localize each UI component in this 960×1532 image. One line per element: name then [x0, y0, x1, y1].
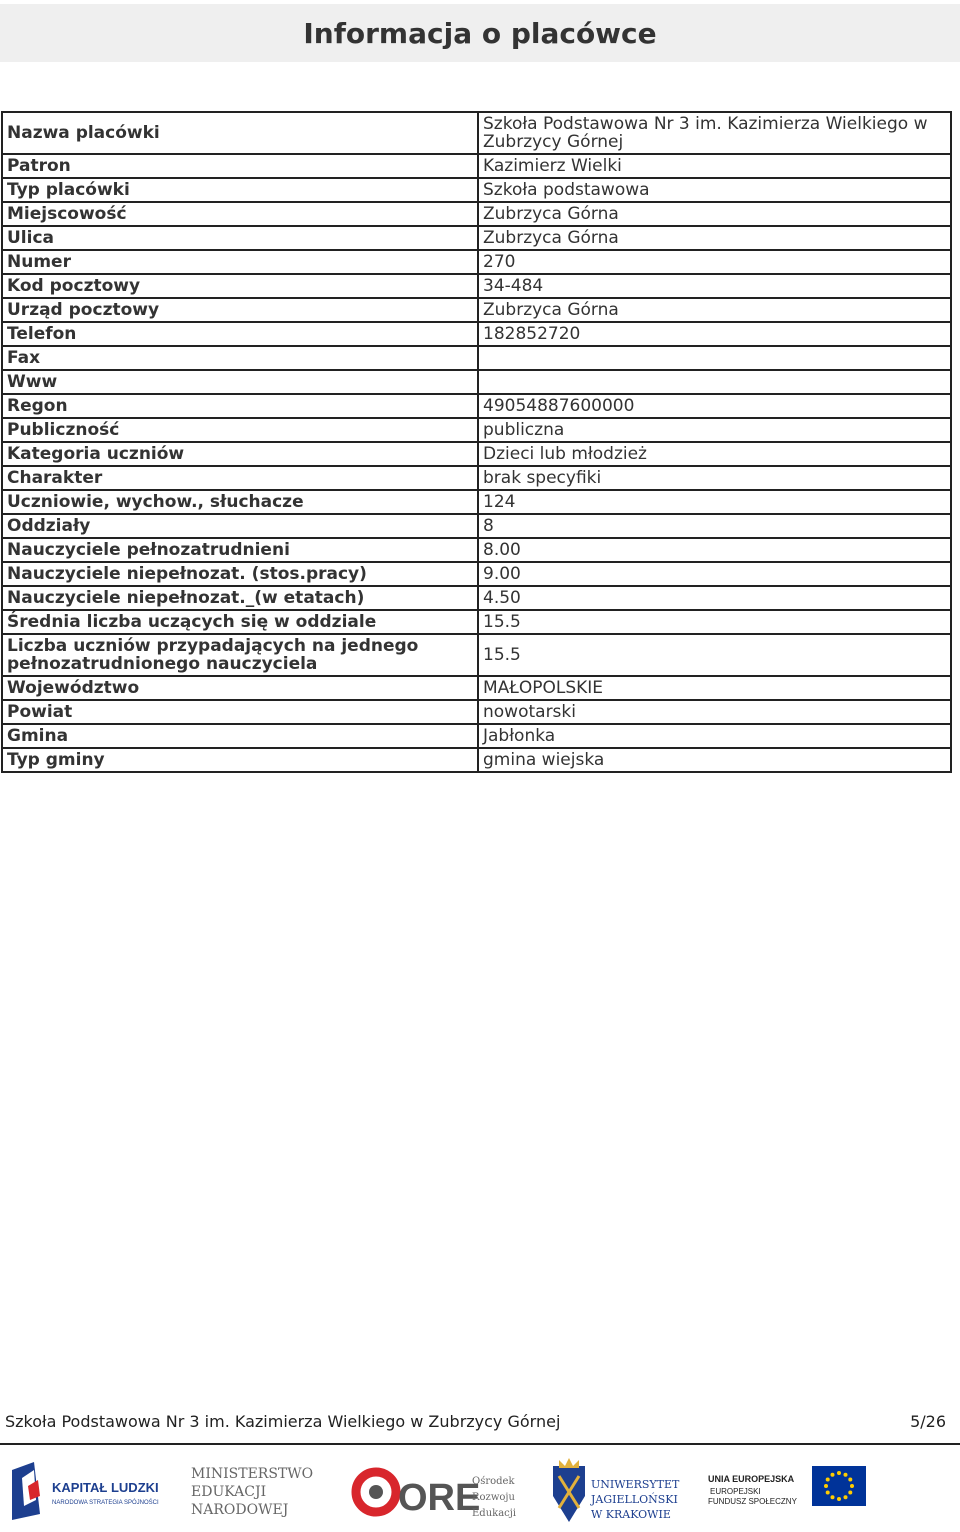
eu-star	[831, 1473, 835, 1477]
row-value: publiczna	[478, 418, 951, 442]
row-value: MAŁOPOLSKIE	[478, 676, 951, 700]
row-value: Dzieci lub młodzież	[478, 442, 951, 466]
table-row	[2, 748, 951, 772]
table-row	[2, 490, 951, 514]
school-info-table	[1, 111, 952, 773]
row-value: 9.00	[478, 562, 951, 586]
row-label: Miejscowość	[2, 202, 478, 226]
table-row	[2, 562, 951, 586]
table-row	[2, 154, 951, 178]
eu-logo	[700, 1456, 875, 1526]
ore-line2: Rozwoju	[472, 1492, 515, 1503]
eu-line3: FUNDUSZ SPOŁECZNY	[708, 1497, 797, 1506]
row-value: Szkoła Podstawowa Nr 3 im. Kazimierza Wielkiego w Zubrzycy Górnej	[478, 112, 951, 154]
row-value: 8.00	[478, 538, 951, 562]
row-label: Numer	[2, 250, 478, 274]
row-label: Powiat	[2, 700, 478, 724]
men-line2: EDUKACJI	[191, 1484, 267, 1500]
footer-page-number: 5/26	[910, 1411, 946, 1431]
row-value: 15.5	[478, 610, 951, 634]
row-label: Gmina	[2, 724, 478, 748]
row-value: Zubrzyca Górna	[478, 298, 951, 322]
uj-logo	[545, 1456, 690, 1526]
row-label: Uczniowie, wychow., słuchacze	[2, 490, 478, 514]
row-label: Nauczyciele pełnozatrudnieni	[2, 538, 478, 562]
eu-star	[824, 1484, 828, 1488]
row-value: 15.5	[478, 634, 951, 676]
ore-line3: Edukacji	[472, 1508, 517, 1519]
row-value: 270	[478, 250, 951, 274]
row-label: Nauczyciele niepełnozat. (stos.pracy)	[2, 562, 478, 586]
row-label: Ulica	[2, 226, 478, 250]
row-label: Kod pocztowy	[2, 274, 478, 298]
eu-star	[844, 1495, 848, 1499]
row-value: Zubrzyca Górna	[478, 226, 951, 250]
table-row	[2, 538, 951, 562]
table-row	[2, 226, 951, 250]
table-row	[2, 202, 951, 226]
row-value: 124	[478, 490, 951, 514]
row-label: Województwo	[2, 676, 478, 700]
ore-logo	[350, 1456, 525, 1526]
row-value: Szkoła podstawowa	[478, 178, 951, 202]
row-label: Publiczność	[2, 418, 478, 442]
eu-star	[826, 1491, 830, 1495]
row-value: Kazimierz Wielki	[478, 154, 951, 178]
row-value: 4.50	[478, 586, 951, 610]
table-row	[2, 676, 951, 700]
table-row	[2, 250, 951, 274]
row-value: nowotarski	[478, 700, 951, 724]
table-row	[2, 514, 951, 538]
row-label: Charakter	[2, 466, 478, 490]
row-value: 34-484	[478, 274, 951, 298]
row-label: Typ placówki	[2, 178, 478, 202]
row-label: Regon	[2, 394, 478, 418]
table-row	[2, 610, 951, 634]
row-value: 49054887600000	[478, 394, 951, 418]
uj-line2: JAGIELLOŃSKI	[591, 1493, 678, 1506]
eu-star	[844, 1473, 848, 1477]
table-row	[2, 442, 951, 466]
table-row	[2, 370, 951, 394]
row-label: Średnia liczba uczących się w oddziale	[2, 610, 478, 634]
table-row	[2, 586, 951, 610]
row-value: 8	[478, 514, 951, 538]
ore-line1: Ośrodek	[472, 1476, 515, 1487]
eu-line2: EUROPEJSKI	[710, 1487, 761, 1496]
row-value: brak specyfiki	[478, 466, 951, 490]
kapital-line2: NARODOWA STRATEGIA SPÓJNOŚCI	[52, 1500, 159, 1506]
sponsor-logos	[0, 1450, 960, 1530]
table-row	[2, 724, 951, 748]
kapital-ludzki-logo	[8, 1456, 173, 1526]
row-value	[478, 346, 951, 370]
men-line3: NARODOWEJ	[191, 1502, 289, 1518]
eu-star	[848, 1491, 852, 1495]
table-row	[2, 394, 951, 418]
row-label: Urząd pocztowy	[2, 298, 478, 322]
page-title: Informacja o placówce	[303, 16, 657, 50]
eu-star	[848, 1478, 852, 1482]
table-row	[2, 274, 951, 298]
title-bar	[0, 4, 960, 62]
uj-line1: UNIWERSYTET	[591, 1478, 680, 1491]
table-row	[2, 418, 951, 442]
table-row	[2, 700, 951, 724]
eu-star	[837, 1471, 841, 1475]
table-row	[2, 298, 951, 322]
men-logo	[188, 1456, 318, 1526]
row-label: Nauczyciele niepełnozat._(w etatach)	[2, 586, 478, 610]
row-label: Liczba uczniów przypadających na jednego pełnozatrudnionego nauczyciela	[2, 634, 478, 676]
table-row	[2, 322, 951, 346]
table-row	[2, 112, 951, 154]
eu-line1: UNIA EUROPEJSKA	[708, 1474, 795, 1484]
row-label: Fax	[2, 346, 478, 370]
row-label: Oddziały	[2, 514, 478, 538]
row-value: Jabłonka	[478, 724, 951, 748]
table-row	[2, 178, 951, 202]
table-row	[2, 466, 951, 490]
men-line1: MINISTERSTWO	[191, 1466, 314, 1482]
kapital-line1: KAPITAŁ LUDZKI	[52, 1480, 159, 1495]
row-value: gmina wiejska	[478, 748, 951, 772]
eu-star	[850, 1484, 854, 1488]
table-row	[2, 634, 951, 676]
row-value: 182852720	[478, 322, 951, 346]
eu-star	[831, 1495, 835, 1499]
footer-school-name: Szkoła Podstawowa Nr 3 im. Kazimierza Wielkiego w Zubrzycy Górnej	[5, 1411, 561, 1431]
eu-star	[826, 1478, 830, 1482]
row-label: Kategoria uczniów	[2, 442, 478, 466]
row-label: Typ gminy	[2, 748, 478, 772]
page-footer	[0, 1408, 960, 1434]
row-value: Zubrzyca Górna	[478, 202, 951, 226]
eu-star	[837, 1497, 841, 1501]
row-value	[478, 370, 951, 394]
uj-line3: W KRAKOWIE	[591, 1508, 671, 1521]
footer-divider	[0, 1443, 960, 1445]
table-row	[2, 346, 951, 370]
row-label: Nazwa placówki	[2, 112, 478, 154]
row-label: Www	[2, 370, 478, 394]
row-label: Telefon	[2, 322, 478, 346]
row-label: Patron	[2, 154, 478, 178]
ore-mark: ORE	[398, 1477, 481, 1519]
